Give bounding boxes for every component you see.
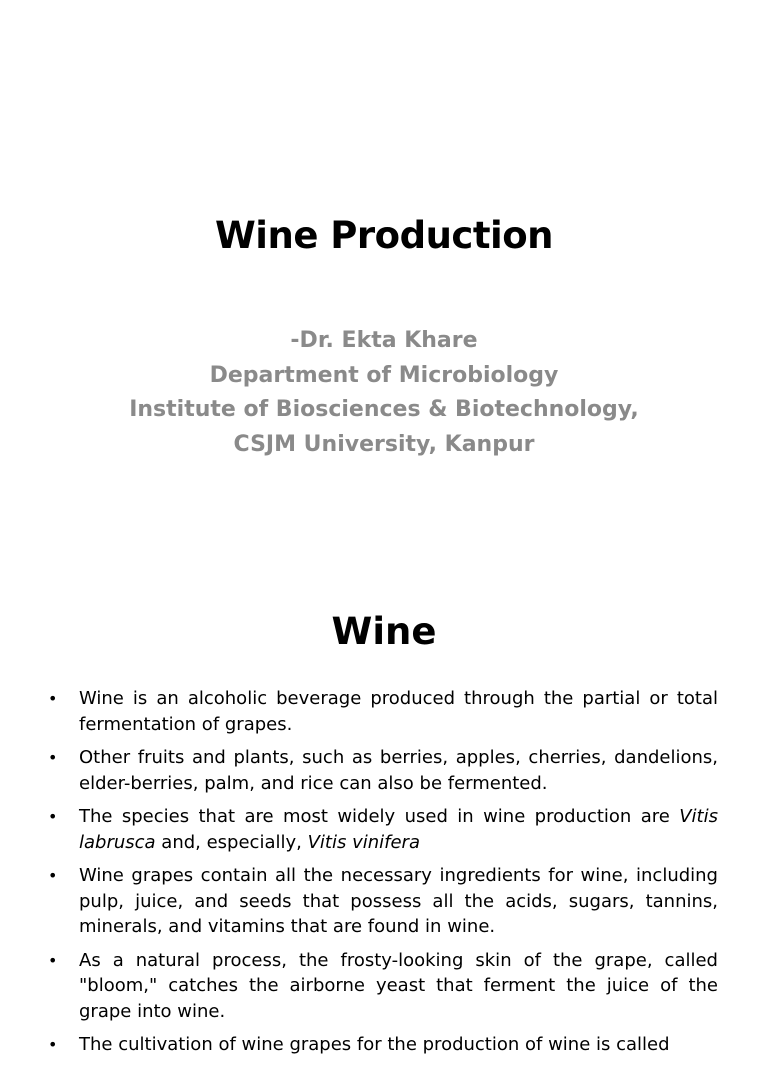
bullet-item <box>0 686 718 737</box>
bullet-item <box>0 804 718 855</box>
bullet-marker: • <box>48 748 58 767</box>
bullet-item <box>0 745 718 796</box>
bullet-text: As a natural process, the frosty-looking skin of the grape, called "bloom," catches the airborne yeast that ferment the juice of the grape into wine. <box>79 949 718 1022</box>
author-block <box>0 324 768 462</box>
bullet-marker: • <box>48 950 58 970</box>
content-slide <box>0 576 768 1055</box>
bullet-marker: • <box>48 689 58 708</box>
bullet-text: The cultivation of wine grapes for the production of wine is called <box>79 1034 670 1055</box>
species-name-labrusca: Vitis labrusca <box>79 806 718 853</box>
bullet-text: Wine is an alcoholic beverage produced through the partial or total fermentation of grapes. <box>79 688 718 735</box>
slide-title: Wine Production <box>215 214 553 257</box>
author-name: -Dr. Ekta Khare <box>290 328 478 353</box>
bullet-marker: • <box>48 866 58 885</box>
species-name-vinifera: Vitis vinifera <box>307 831 420 853</box>
bullet-list <box>0 686 768 1066</box>
bullet-item <box>0 1032 718 1058</box>
bullet-text-middle: and, especially, <box>155 831 308 853</box>
bullet-item <box>0 863 718 940</box>
bullet-text: Other fruits and plants, such as berries, apples, cherries, dandelions, elder-berries, palm, and rice can also be fermented. <box>79 747 718 794</box>
author-department: Department of Microbiology <box>209 362 559 388</box>
author-university: CSJM University, Kanpur <box>233 431 535 457</box>
bullet-item <box>0 948 718 1025</box>
bullet-text: Wine grapes contain all the necessary ingredients for wine, including pulp, juice, and seeds that possess all the acids, sugars, tannins, minerals, and vitamins that are found in wine. <box>79 865 718 937</box>
author-institute: Institute of Biosciences & Biotechnology, <box>129 397 639 422</box>
content-slide-title: Wine <box>331 610 437 653</box>
bullet-marker: • <box>48 807 58 826</box>
bullet-text-prefix: The species that are most widely used in wine production are <box>79 806 680 827</box>
bullet-marker: • <box>48 1035 58 1054</box>
